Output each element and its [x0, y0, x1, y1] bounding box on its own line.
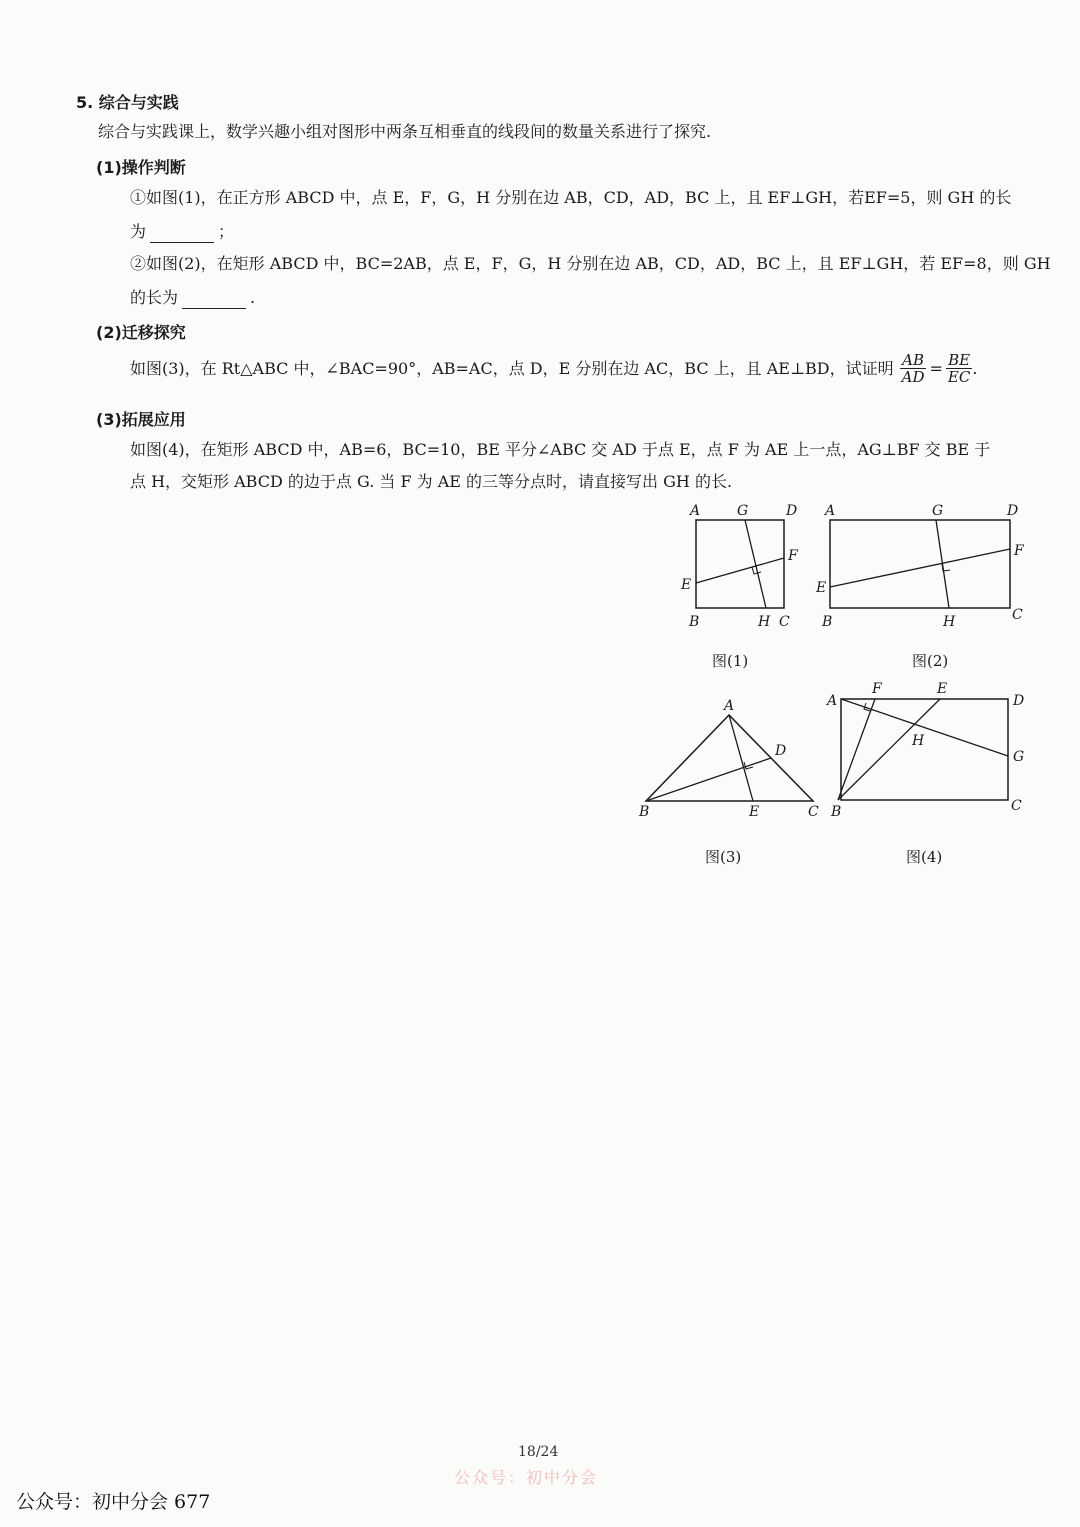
- part3-line2: 点 H，交矩形 ABCD 的边于点 G. 当 F 为 AE 的三等分点时，请直接写出 GH 的长.: [130, 472, 733, 491]
- fig2-label-b: B: [822, 614, 833, 630]
- part1-q1-line1: ①如图(1)，在正方形 ABCD 中，点 E，F，G，H 分别在边 AB，CD，AD，BC 上，且 EF⊥GH，若EF=5，则 GH 的长: [130, 188, 1012, 207]
- fig2-rectangle: [830, 520, 1010, 608]
- part3-heading: (3)拓展应用: [96, 410, 186, 429]
- part1-q2-line1: ②如图(2)，在矩形 ABCD 中，BC=2AB，点 E，F，G，H 分别在边 AB，CD，AD，BC 上，且 EF⊥GH，若 EF=8，则 GH: [130, 254, 1051, 273]
- fig4-segment-be: [838, 699, 940, 800]
- frac2-denominator: EC: [947, 368, 971, 386]
- fig4-segment-bf: [838, 699, 875, 800]
- fig2-label-c: C: [1012, 607, 1023, 623]
- q2-prefix: 的长为: [130, 288, 179, 307]
- figure-3-caption: 图(3): [705, 848, 742, 866]
- frac1-numerator: AB: [902, 351, 924, 369]
- frac1-denominator: AD: [901, 368, 925, 386]
- watermark-center: 公众号：初中分会: [454, 1468, 599, 1487]
- fig1-label-b: B: [689, 614, 700, 630]
- fig2-label-a: A: [825, 503, 836, 519]
- fraction-be-ec: [946, 352, 972, 385]
- fig4-label-h: H: [912, 733, 925, 749]
- fig1-label-e: E: [681, 577, 692, 593]
- fig2-label-d: D: [1007, 503, 1019, 519]
- figure-1-caption: 图(1): [712, 652, 749, 670]
- fig3-label-c: C: [808, 804, 819, 820]
- answer-blank-1[interactable]: [150, 226, 214, 243]
- part3-line1: 如图(4)，在矩形 ABCD 中，AB=6，BC=10，BE 平分∠ABC 交 AD 于点 E，点 F 为 AE 上一点，AG⊥BF 交 BE 于: [130, 440, 991, 459]
- page-number: 18/24: [518, 1444, 559, 1460]
- fig3-label-b: B: [639, 804, 650, 820]
- part2-end: .: [972, 358, 978, 378]
- fig4-segment-ag: [841, 699, 1008, 756]
- fig1-label-h: H: [758, 614, 771, 630]
- fig1-label-d: D: [786, 503, 798, 519]
- figure-4-caption: 图(4): [906, 848, 943, 866]
- part1-q2-line2: [130, 287, 255, 309]
- fig4-label-e: E: [937, 681, 948, 697]
- fig4-right-angle-mark: [864, 703, 870, 711]
- fig4-label-c: C: [1011, 798, 1022, 814]
- fig4-label-b: B: [831, 804, 842, 820]
- figure-2-caption: 图(2): [912, 652, 949, 670]
- fig3-label-e: E: [749, 804, 760, 820]
- fig1-label-g: G: [737, 503, 749, 519]
- answer-blank-2[interactable]: [182, 292, 246, 309]
- fig1-label-c: C: [779, 614, 790, 630]
- fig2-segment-ef: [830, 549, 1010, 587]
- fig3-triangle-abc: [646, 715, 813, 801]
- fig4-label-d: D: [1013, 693, 1025, 709]
- fig1-label-a: A: [690, 503, 701, 519]
- fig1-segment-ef: [696, 558, 784, 583]
- part2-text: [130, 352, 977, 385]
- figure-2-diagram: [810, 496, 1035, 636]
- equals-sign: =: [929, 358, 943, 378]
- q1-prefix: 为: [130, 222, 147, 241]
- fig2-label-f: F: [1014, 543, 1024, 559]
- fig2-label-h: H: [943, 614, 956, 630]
- part2-statement: 如图(3)，在 Rt△ABC 中，∠BAC=90°，AB=AC，点 D，E 分别在边 AC，BC 上，且 AE⊥BD，试证明: [130, 358, 894, 378]
- fig3-segment-bd: [646, 758, 771, 801]
- watermark-footer: 公众号：初中分会 677: [16, 1491, 211, 1513]
- fig4-label-g: G: [1013, 749, 1025, 765]
- figure-3-diagram: [632, 692, 827, 822]
- fig2-label-g: G: [932, 503, 944, 519]
- part1-q1-line2: [130, 221, 234, 243]
- fraction-ab-ad: [900, 352, 927, 385]
- fig4-label-f: F: [872, 681, 882, 697]
- fig4-label-a: A: [827, 693, 838, 709]
- part2-heading: (2)迁移探究: [96, 323, 186, 342]
- part1-heading: (1)操作判断: [96, 158, 186, 177]
- fig2-label-e: E: [816, 580, 827, 596]
- figure-4-diagram: [818, 678, 1038, 823]
- problem-intro: 综合与实践课上，数学兴趣小组对图形中两条互相垂直的线段间的数量关系进行了探究.: [98, 122, 712, 141]
- problem-title: 5. 综合与实践: [76, 93, 179, 112]
- fig3-label-d: D: [775, 743, 787, 759]
- figure-1-diagram: [672, 496, 812, 636]
- fig3-label-a: A: [724, 698, 735, 714]
- frac2-numerator: BE: [948, 351, 971, 369]
- q2-suffix: .: [250, 288, 256, 307]
- fig1-label-f: F: [788, 548, 798, 564]
- q1-suffix: ；: [218, 222, 235, 241]
- fig1-square: [696, 520, 784, 608]
